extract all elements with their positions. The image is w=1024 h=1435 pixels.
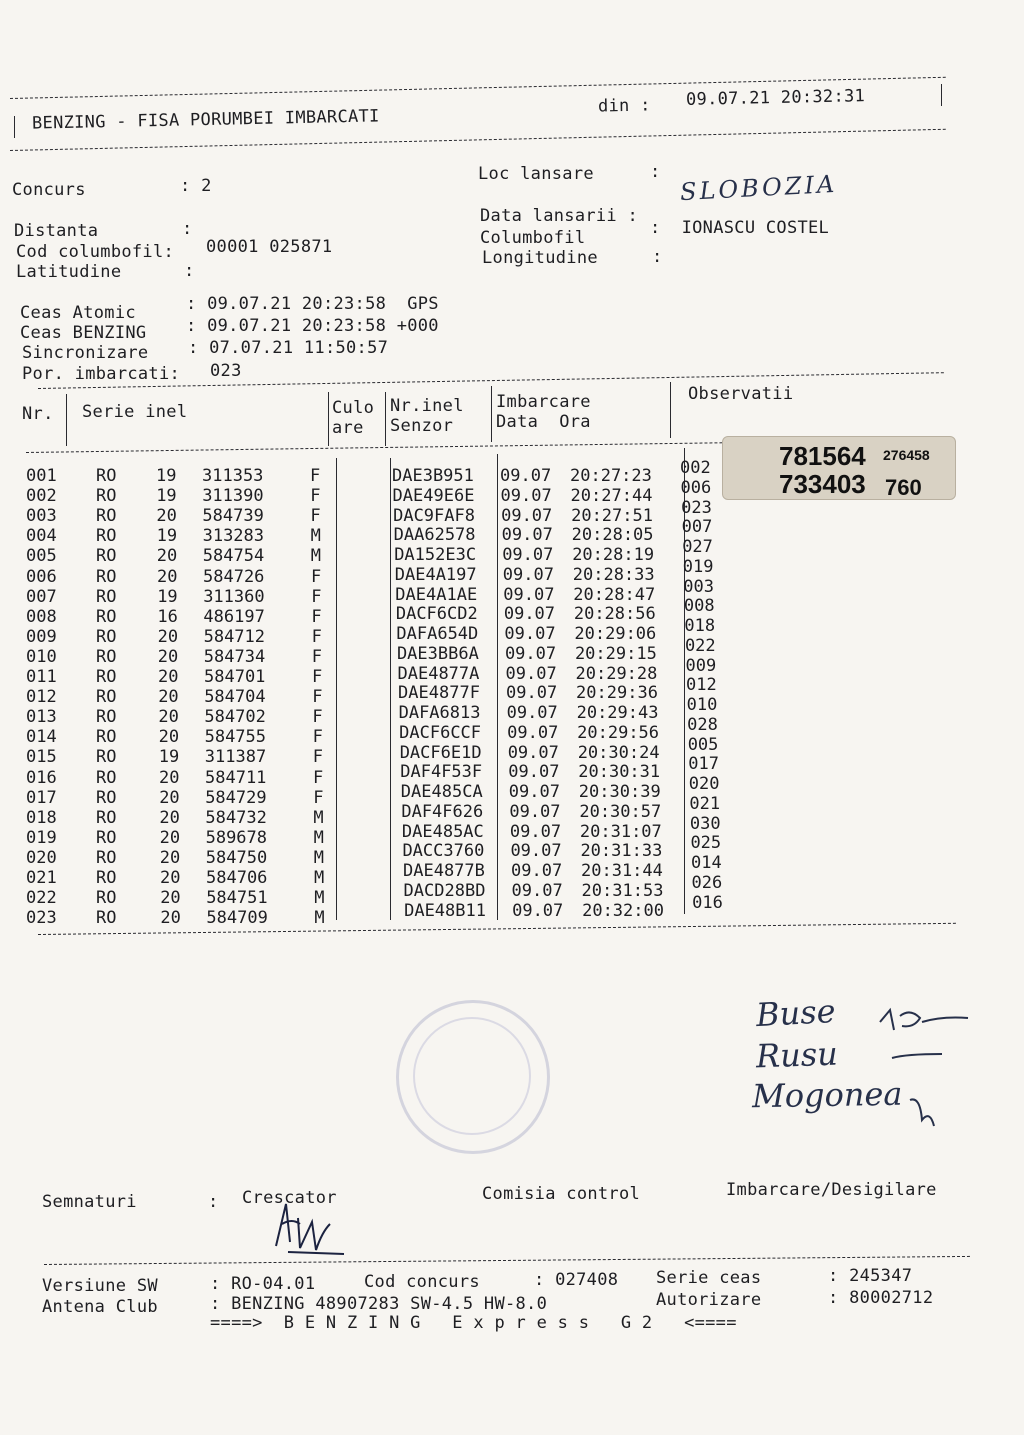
cell-tara: RO (96, 506, 117, 527)
cell-ora: 20:31:44 (581, 861, 663, 881)
cell-inel: 486197 (203, 606, 265, 627)
cell-senzor: DAFA6813 (398, 703, 481, 723)
cell-inel: 311387 (204, 747, 267, 768)
cell-an: 20 (159, 787, 180, 808)
cell-obs: 025 (690, 833, 722, 854)
cell-obs: 002 (680, 458, 711, 478)
cell-an: 20 (158, 687, 179, 708)
cell-sex: M (314, 908, 325, 929)
distanta-value: : (182, 219, 193, 239)
benzing-express-banner: ====> B E N Z I N G E x p r e s s G 2 <==== (210, 1313, 737, 1333)
cell-obs: 010 (686, 695, 718, 715)
cell-data: 09.07 (502, 564, 554, 585)
cell-senzor: DAE3BB6A (396, 643, 479, 664)
cell-sex: F (311, 566, 322, 587)
versiune-sw-value: : RO-04.01 (210, 1274, 316, 1294)
cell-ora: 20:28:05 (571, 525, 654, 546)
cell-sex: F (311, 586, 322, 607)
cell-data: 09.07 (512, 900, 564, 921)
handwritten-name-2: Rusu (755, 1034, 839, 1076)
semnaturi-colon: : (208, 1192, 219, 1212)
cell-tara: RO (96, 526, 117, 547)
cell-tara: RO (96, 707, 117, 728)
cell-data: 09.07 (511, 880, 563, 901)
ceas-benzing-label: Ceas BENZING (20, 323, 147, 343)
col-header-culoare-2: are (332, 418, 364, 438)
cell-inel: 589678 (205, 827, 268, 848)
header-din-label: din : (597, 95, 651, 117)
cell-an: 20 (157, 626, 179, 647)
cell-tara: RO (96, 546, 117, 567)
cell-inel: 584711 (205, 767, 267, 788)
cell-sex: F (310, 486, 321, 507)
col-header-observatii: Observatii (688, 384, 794, 404)
col-header-culoare-1: Culo (332, 398, 375, 418)
cell-sex: M (310, 526, 321, 547)
cell-ora: 20:27:44 (570, 485, 653, 506)
cell-data: 09.07 (502, 545, 554, 565)
cell-ora: 20:31:53 (581, 880, 664, 901)
antena-club-label: Antena Club (42, 1297, 158, 1317)
cell-ora: 20:31:33 (580, 841, 663, 862)
cell-obs: 008 (683, 596, 715, 617)
cell-tara: RO (96, 586, 117, 607)
cell-ora: 20:31:07 (579, 821, 662, 842)
concurs-label: Concurs (12, 180, 86, 200)
cell-obs: 021 (689, 793, 721, 814)
serie-ceas-label: Serie ceas (656, 1268, 762, 1288)
col-header-nr: Nr. (22, 404, 54, 424)
cell-senzor: DAF4F626 (401, 801, 484, 822)
col-header-nrinel-2: Senzor (390, 416, 454, 436)
cell-nr: 020 (26, 847, 57, 868)
cell-data: 09.07 (506, 683, 558, 704)
cell-sex: F (312, 667, 323, 687)
cell-sex: F (311, 646, 323, 667)
cell-obs: 022 (684, 635, 716, 656)
longitudine-value: : (652, 247, 663, 267)
cell-senzor: DAC9FAF8 (393, 505, 475, 526)
cell-data: 09.07 (505, 663, 557, 684)
cell-an: 19 (156, 486, 177, 507)
cell-senzor: DAE4877B (403, 861, 485, 881)
sticker-line-1-small: 276458 (883, 447, 930, 463)
cell-tara: RO (96, 646, 117, 667)
cell-ora: 20:30:24 (577, 742, 660, 763)
ring-sticker (722, 436, 956, 500)
cell-ora: 20:28:19 (572, 545, 655, 565)
cell-obs: 027 (682, 537, 713, 557)
cell-sex: F (311, 606, 322, 627)
cell-nr: 015 (26, 747, 57, 768)
cell-an: 20 (160, 868, 181, 888)
ceas-benzing-value: : 09.07.21 20:23:58 +000 (186, 316, 439, 336)
imbarcare-desigilare-label: Imbarcare/Desigilare (726, 1180, 937, 1200)
cell-sex: M (310, 546, 322, 567)
cell-an: 20 (160, 888, 181, 909)
sincronizare-value: : 07.07.21 11:50:57 (188, 338, 389, 358)
cell-data: 09.07 (501, 505, 553, 526)
cell-nr: 022 (26, 888, 57, 909)
cell-nr: 012 (26, 687, 57, 708)
cell-nr: 014 (26, 727, 57, 748)
autorizare-value: : 80002712 (828, 1288, 934, 1308)
cell-data: 09.07 (500, 466, 552, 486)
cell-ora: 20:28:56 (573, 604, 656, 625)
cell-inel: 584729 (205, 787, 267, 808)
cell-nr: 011 (26, 667, 57, 687)
cell-inel: 311353 (202, 466, 264, 486)
cell-ora: 20:29:36 (576, 683, 658, 704)
sticker-line-2: 733403 (779, 469, 866, 499)
cell-ora: 20:29:56 (577, 722, 660, 743)
semnaturi-label: Semnaturi (42, 1192, 137, 1212)
cell-tara: RO (96, 767, 117, 788)
cell-inel: 584709 (206, 908, 268, 929)
header-title: BENZING - FISA PORUMBEI IMBARCATI (31, 106, 380, 134)
cell-obs: 020 (688, 774, 720, 794)
loc-lansare-label: Loc lansare (478, 164, 594, 184)
cell-senzor: DACC3760 (402, 841, 485, 862)
cell-ora: 20:28:33 (572, 564, 655, 585)
sticker-line-1: 781564 (779, 441, 866, 471)
cell-data: 09.07 (509, 801, 561, 822)
col-header-nrinel-1: Nr.inel (390, 396, 464, 416)
serie-ceas-value: : 245347 (828, 1266, 913, 1286)
cell-obs: 017 (688, 754, 719, 775)
cell-inel: 584702 (204, 707, 266, 728)
data-lansarii-label: Data lansarii : (480, 206, 639, 226)
cell-sex: F (310, 506, 321, 527)
cell-ora: 20:29:43 (576, 703, 659, 723)
cell-nr: 010 (26, 646, 57, 667)
cell-sex: M (313, 807, 324, 828)
cell-tara: RO (96, 626, 117, 647)
cell-obs: 030 (689, 813, 721, 834)
cell-ora: 20:28:47 (573, 584, 656, 605)
cell-tara: RO (96, 868, 117, 888)
col-sep-1 (66, 394, 67, 446)
cell-senzor: DAE49E6E (392, 485, 475, 506)
cod-columbofil-value: 00001 025871 (206, 237, 333, 257)
header-din-value: 09.07.21 20:32:31 (685, 86, 866, 110)
cell-obs: 023 (681, 497, 712, 518)
cell-senzor: DAE4877F (398, 683, 480, 704)
footer-top-border (44, 1256, 970, 1265)
cell-obs: 005 (687, 734, 719, 755)
cod-concurs-value: : 027408 (534, 1270, 619, 1290)
cell-nr: 021 (26, 868, 57, 888)
crescator-signature (268, 1196, 348, 1266)
cell-tara: RO (96, 847, 117, 868)
cell-obs: 026 (691, 872, 723, 893)
cell-tara: RO (96, 687, 117, 708)
cell-an: 20 (156, 546, 178, 567)
col-header-imbarcare-2: Data Ora (496, 412, 591, 432)
cell-nr: 018 (26, 807, 57, 828)
cell-ora: 20:27:51 (571, 505, 653, 526)
cell-an: 19 (157, 586, 178, 607)
cell-an: 20 (160, 908, 181, 929)
cell-tara: RO (96, 667, 117, 687)
cod-concurs-label: Cod concurs (364, 1272, 480, 1292)
cell-nr: 007 (26, 586, 57, 607)
col-sep-3 (385, 392, 386, 446)
cell-ora: 20:27:23 (570, 466, 652, 486)
cell-tara: RO (96, 747, 117, 768)
cell-tara: RO (96, 787, 117, 808)
sticker-line-2-small: 760 (885, 475, 922, 500)
loc-lansare-handwritten: SLOBOZIA (679, 169, 838, 207)
cell-inel: 311360 (203, 586, 265, 607)
cell-senzor: DAE485AC (401, 821, 484, 842)
cell-obs: 009 (685, 655, 717, 676)
cell-ora: 20:29:15 (574, 643, 657, 664)
cell-nr: 013 (26, 707, 57, 728)
cell-senzor: DAE48B11 (404, 900, 486, 921)
cell-tara: RO (96, 606, 117, 627)
header-right-border (941, 84, 942, 106)
cell-tara: RO (96, 807, 117, 828)
header-left-border (14, 116, 15, 138)
cell-senzor: DACD28BD (403, 880, 486, 901)
cell-data: 09.07 (507, 722, 559, 743)
cell-senzor: DACF6E1D (399, 742, 482, 763)
cell-data: 09.07 (504, 643, 557, 664)
cell-senzor: DAFA654D (396, 624, 479, 644)
cell-tara: RO (96, 466, 117, 486)
cell-obs: 028 (687, 714, 718, 735)
cell-senzor: DACF6CCF (399, 722, 482, 743)
handwritten-name-1: Buse (755, 991, 837, 1035)
cell-nr: 017 (26, 787, 57, 808)
cell-nr: 019 (26, 827, 57, 848)
cell-data: 09.07 (506, 703, 558, 723)
cod-columbofil-label: Cod columbofil: (16, 242, 175, 262)
handwritten-name-3: Mogonea (751, 1074, 903, 1116)
cell-data: 09.07 (500, 485, 552, 506)
ceas-atomic-label: Ceas Atomic (20, 303, 136, 323)
cell-an: 20 (159, 847, 181, 868)
concurs-value: : 2 (180, 176, 212, 196)
cell-ora: 20:30:31 (578, 762, 661, 783)
cell-ora: 20:29:28 (575, 663, 658, 684)
cell-an: 20 (158, 667, 179, 687)
cell-obs: 012 (686, 675, 717, 696)
cell-inel: 584726 (203, 566, 265, 587)
cell-obs: 019 (682, 556, 714, 577)
handwritten-initials (870, 1000, 980, 1140)
cell-inel: 584750 (205, 847, 268, 868)
cell-inel: 584755 (204, 727, 267, 748)
cell-senzor: DAE4A197 (394, 564, 477, 585)
sincronizare-label: Sincronizare (22, 343, 149, 363)
cell-ora: 20:30:39 (578, 782, 661, 802)
cell-sex: F (312, 707, 323, 728)
cell-nr: 016 (26, 767, 57, 788)
ceas-atomic-value: : 09.07.21 20:23:58 GPS (186, 294, 439, 314)
cell-sex: F (312, 727, 323, 748)
cell-inel: 313283 (202, 526, 265, 547)
cell-an: 20 (157, 646, 179, 667)
cell-sex: F (311, 626, 322, 647)
cell-inel: 584754 (202, 546, 265, 567)
loc-lansare-colon: : (650, 162, 661, 182)
cell-sex: F (312, 747, 324, 768)
col-sep-4 (491, 386, 492, 442)
cell-senzor: DACF6CD2 (395, 604, 478, 625)
cell-nr: 009 (26, 626, 57, 647)
cell-nr: 005 (26, 546, 57, 567)
cell-an: 20 (157, 566, 178, 587)
cell-sex: M (314, 868, 325, 888)
cell-an: 20 (159, 807, 180, 828)
cell-senzor: DAE3B951 (392, 466, 474, 486)
cell-data: 09.07 (509, 821, 562, 842)
cell-ora: 20:29:06 (574, 624, 657, 644)
cell-nr: 002 (26, 486, 57, 507)
cell-inel: 311390 (202, 486, 264, 507)
cell-ora: 20:32:00 (582, 900, 664, 921)
cell-nr: 001 (26, 466, 57, 486)
cell-tara: RO (96, 888, 117, 909)
cell-sex: F (313, 787, 324, 808)
cell-data: 09.07 (503, 604, 556, 625)
cell-sex: M (313, 847, 325, 868)
cell-data: 09.07 (508, 762, 560, 783)
cell-sex: M (314, 888, 325, 909)
distanta-label: Distanta (14, 221, 99, 241)
latitudine-label: Latitudine (16, 262, 122, 282)
header-bottom-border (10, 129, 946, 151)
col-header-serie: Serie inel (82, 402, 188, 422)
cell-senzor: DAA62578 (393, 525, 476, 546)
cell-senzor: DAF4F53F (400, 762, 483, 783)
col-header-imbarcare-1: Imbarcare (496, 392, 591, 412)
cell-tara: RO (96, 827, 117, 848)
cell-tara: RO (96, 727, 117, 748)
cell-an: 16 (157, 606, 178, 627)
cell-inel: 584704 (204, 687, 266, 708)
autorizare-label: Autorizare (656, 1290, 762, 1310)
cell-an: 19 (156, 526, 178, 547)
por-imbarcati-value: 023 (210, 361, 242, 381)
cell-senzor: DAE4A1AE (395, 584, 478, 605)
cell-sex: F (312, 687, 323, 708)
cell-nr: 004 (26, 526, 57, 547)
cell-inel: 584739 (202, 506, 264, 527)
columbofil-label: Columbofil (480, 228, 586, 248)
col-sep-2 (328, 392, 329, 446)
antena-club-value: : BENZING 48907283 SW-4.5 HW-8.0 (210, 1294, 548, 1314)
cell-obs: 006 (680, 477, 712, 498)
cell-nr: 006 (26, 566, 57, 587)
cell-obs: 007 (681, 517, 713, 538)
cell-nr: 008 (26, 606, 57, 627)
cell-nr: 003 (26, 506, 57, 527)
cell-sex: F (310, 466, 321, 486)
por-imbarcati-label: Por. imbarcati: (22, 364, 181, 384)
longitudine-label: Longitudine (482, 248, 598, 268)
cell-tara: RO (96, 566, 117, 587)
cell-an: 20 (158, 707, 179, 728)
cell-data: 09.07 (510, 841, 562, 862)
cell-data: 09.07 (507, 742, 559, 763)
cell-an: 20 (159, 827, 181, 848)
cell-obs: 003 (683, 576, 715, 597)
cell-inel: 584701 (204, 667, 266, 687)
cell-data: 09.07 (503, 584, 555, 605)
cell-an: 19 (156, 466, 177, 486)
cell-inel: 584706 (206, 868, 268, 888)
cell-obs: 016 (692, 892, 723, 913)
cell-tara: RO (96, 908, 117, 929)
crescator-label: Crescator (242, 1188, 337, 1208)
col-sep-5 (670, 382, 671, 438)
comisia-control-label: Comisia control (482, 1184, 641, 1204)
versiune-sw-label: Versiune SW (42, 1276, 158, 1296)
cell-ora: 20:30:57 (579, 801, 662, 822)
cell-senzor: DAE4877A (397, 663, 480, 684)
cell-data: 09.07 (504, 624, 556, 644)
table-row (0, 497, 1024, 527)
cell-obs: 014 (691, 853, 722, 873)
cell-inel: 584751 (206, 888, 268, 909)
cell-inel: 584712 (203, 626, 266, 647)
cell-senzor: DAE485CA (400, 782, 483, 802)
cell-an: 20 (159, 767, 180, 788)
cell-data: 09.07 (511, 861, 563, 881)
association-stamp (396, 1000, 550, 1154)
cell-inel: 584734 (203, 646, 266, 667)
cell-an: 20 (158, 727, 180, 748)
columbofil-value: : IONASCU COSTEL (650, 218, 830, 238)
cell-data: 09.07 (508, 782, 560, 802)
cell-data: 09.07 (501, 525, 553, 546)
cell-sex: M (313, 827, 324, 848)
cell-obs: 018 (684, 616, 716, 636)
cell-inel: 584732 (205, 807, 267, 828)
cell-an: 19 (158, 747, 180, 768)
latitudine-value: : (184, 261, 195, 281)
cell-sex: F (313, 767, 324, 788)
cell-tara: RO (96, 486, 117, 507)
cell-senzor: DA152E3C (394, 545, 477, 565)
cell-an: 20 (156, 506, 177, 527)
cell-nr: 023 (26, 908, 57, 929)
